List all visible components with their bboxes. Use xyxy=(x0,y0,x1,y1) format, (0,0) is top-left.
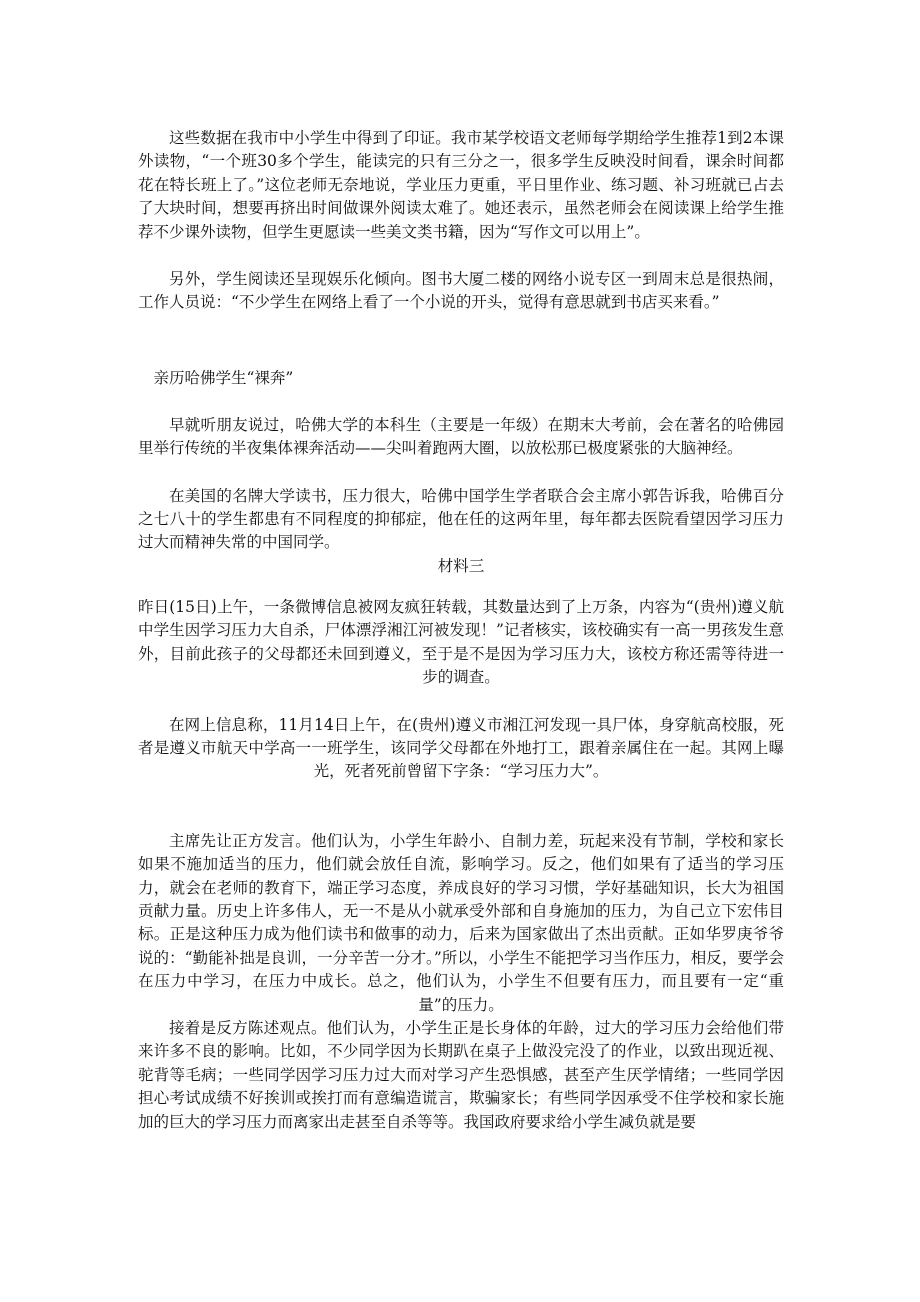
paragraph-negative-side: 接着是反方陈述观点。他们认为，小学生正是长身体的年龄，过大的学习压力会给他们带来许多不良的影响。比如，不少同学因为长期趴在桌子上做没完没了的作业，以致出现近视、驼背等毛病；一些同学因学习压力过大而对学习产生恐惧感，甚至产生厌学情绪；一些同学因担心考试成绩不好挨训或挨打而有意编造谎言，欺骗家长；有些同学因承受不住学校和家长施加的巨大的学习压力而离家出走甚至自杀等等。我国政府要求给小学生减负就是要 xyxy=(138,1018,784,1131)
paragraph-reading-evidence: 这些数据在我市中小学生中得到了印证。我市某学校语文老师每学期给学生推荐1到2本课外读物，“一个班30多个学生，能读完的只有三分之一，很多学生反映没时间看，课余时间都花在特长班上了。”这位老师无奈地说，学业压力更重，平日里作业、练习题、补习班就已占去了大块时间，想要再挤出时间做课外阅读太难了。她还表示，虽然老师会在阅读课上给学生推荐不少课外读物，但学生更愿读一些美文类书籍，因为“写作文可以用上”。 xyxy=(138,129,784,241)
document-body xyxy=(138,127,784,1134)
paragraph-harvard-run: 早就听朋友说过，哈佛大学的本科生（主要是一年级）在期末大考前，会在著名的哈佛园里举行传统的半夜集体裸奔活动——尖叫着跑两大圈，以放松那已极度紧张的大脑神经。 xyxy=(138,415,784,458)
paragraph-entertainment-trend: 另外，学生阅读还呈现娱乐化倾向。图书大厦二楼的网络小说专区一到周末总是很热闹，工作人员说：“不少学生在网络上看了一个小说的开头，觉得有意思就到书店买来看。” xyxy=(138,270,784,312)
paragraph-weibo-news: 昨日(15日)上午，一条微博信息被网友疯狂转载，其数量达到了上万条，内容为“(贵州)遵义航中学生因学习压力大自杀，尸体漂浮湘江河被发现！”记者核实，该校确实有一高一男孩发生意外，目前此孩子的父母都还未回到遵义，至于是不是因为学习压力大，该校方称还需等待进一步的调查。 xyxy=(138,597,784,687)
paragraph-affirmative-side: 主席先让正方发言。他们认为，小学生年龄小、自制力差，玩起来没有节制，学校和家长如果不施加适当的压力，他们就会放任自流，影响学习。反之，他们如果有了适当的学习压力，就会在老师的教育下，端正学习态度，养成良好的学习习惯，学好基础知识，长大为祖国贡献力量。历史上许多伟人，无一不是从小就承受外部和自身施加的压力，为自己立下宏伟目标。正是这种压力成为他们读书和做事的动力，后来为国家做出了杰出贡献。正如华罗庚爷爷说的：“勤能补拙是良训，一分辛苦一分才。”所以，小学生不能把学习当作压力，相反，要学会在压力中学习，在压力中成长。总之，他们认为，小学生不但要有压力，而且要有一定“重量”的压力。 xyxy=(138,831,784,1014)
paragraph-harvard-pressure: 在美国的名牌大学读书，压力很大，哈佛中国学生学者联合会主席小郭告诉我，哈佛百分之七八十的学生都患有不同程度的抑郁症，他在任的这两年里，每年都去医院看望因学习压力过大而精神失常的中国同学。 xyxy=(138,486,784,552)
material-three-title: 材料三 xyxy=(437,556,485,575)
paragraph-online-info: 在网上信息称，11月14日上午，在(贵州)遵义市湘江河发现一具尸体，身穿航高校服，死者是遵义市航天中学高一一班学生，该同学父母都在外地打工，跟着亲属住在一起。其网上曝光，死者死前曾留下字条：“学习压力大”。 xyxy=(138,715,784,781)
section-heading-harvard: 亲历哈佛学生“裸奔” xyxy=(153,368,294,387)
